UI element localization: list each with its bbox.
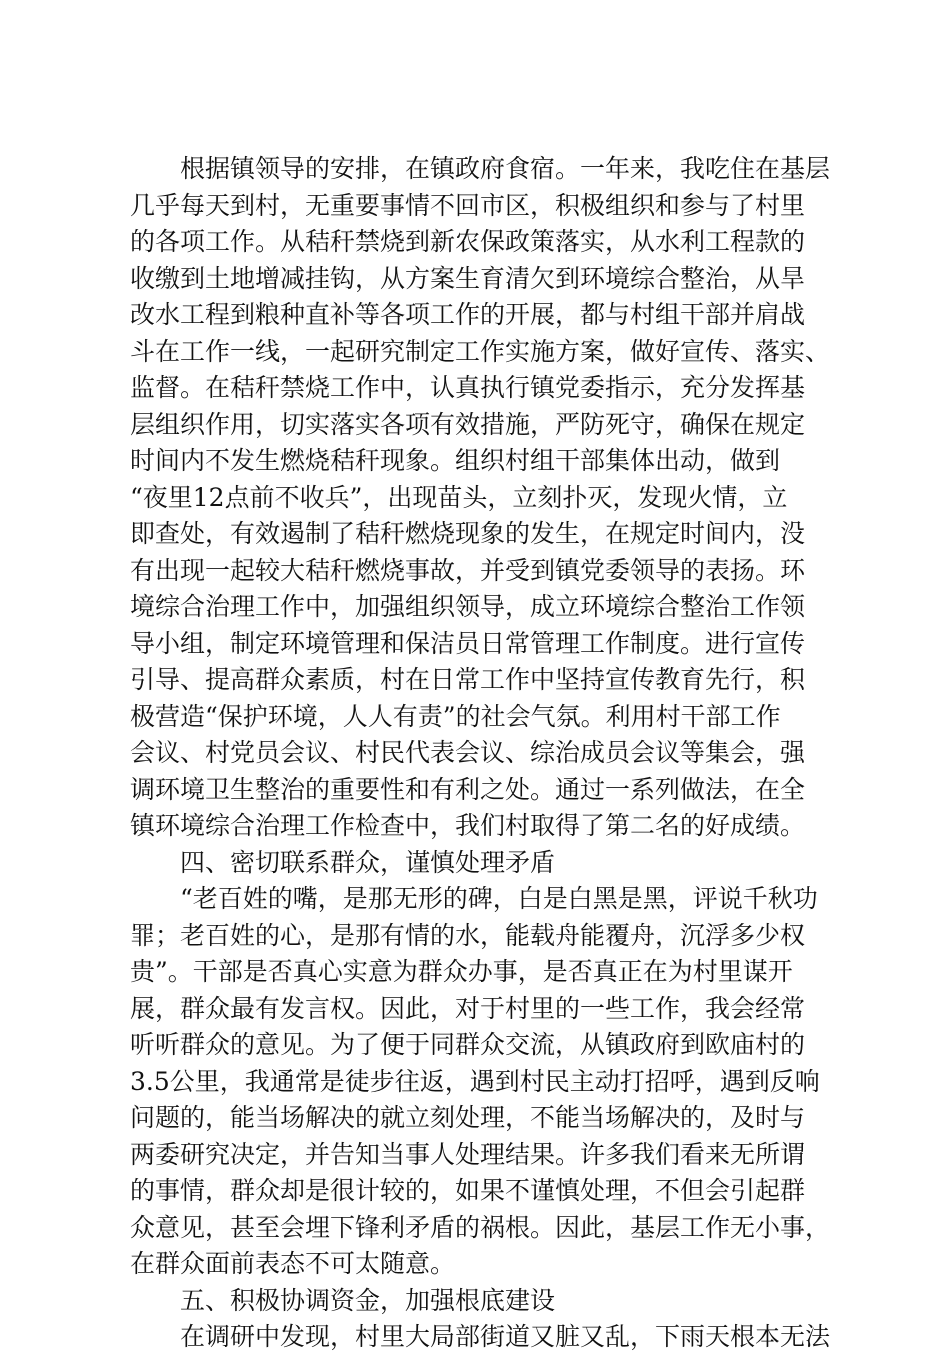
paragraph-line: 几乎每天到村，无重要事情不回市区，积极组织和参与了村里: [130, 190, 806, 220]
paragraph-line: 听听群众的意见。为了便于同群众交流，从镇政府到欧庙村的: [130, 1030, 806, 1059]
paragraph-line: 3.5公里，我通常是徒步往返，遇到村民主动打招呼，遇到反响: [130, 1066, 820, 1096]
paragraph-line: 在群众面前表态不可太随意。: [130, 1249, 456, 1278]
section-heading: 五、积极协调资金，加强根底建设: [180, 1285, 556, 1315]
paragraph-line: 境综合治理工作中，加强组织领导，成立环境综合整治工作领: [130, 592, 806, 621]
paragraph-line: 的事情，群众却是很计较的，如果不谨慎处理，不但会引起群: [130, 1176, 806, 1205]
paragraph-line: “老百姓的嘴，是那无形的碑，白是白黑是黑，评说千秋功: [180, 884, 818, 913]
paragraph-line: 调环境卫生整治的重要性和有利之处。通过一系列做法，在全: [130, 774, 806, 804]
body-text: [130, 151, 850, 1356]
paragraph-line: 即查处，有效遏制了秸秆燃烧现象的发生，在规定时间内，没: [130, 519, 806, 548]
paragraph-line: “夜里12点前不收兵”，出现苗头，立刻扑灭，发现火情，立: [130, 482, 788, 512]
paragraph-line: 的各项工作。从秸秆禁烧到新农保政策落实，从水利工程款的: [130, 227, 806, 256]
paragraph-line: 极营造“保护环境，人人有责”的社会气氛。利用村干部工作: [130, 701, 781, 731]
paragraph-line: 导小组，制定环境管理和保洁员日常管理工作制度。进行宣传: [130, 628, 806, 658]
paragraph-line: 斗在工作一线，一起研究制定工作实施方案，做好宣传、落实、: [130, 336, 831, 366]
paragraph-line: 根据镇领导的安排，在镇政府食宿。一年来，我吃住在基层: [180, 154, 831, 183]
paragraph-line: 有出现一起较大秸秆燃烧事故，并受到镇党委领导的表扬。环: [130, 555, 806, 585]
paragraph-line: 展，群众最有发言权。因此，对于村里的一些工作，我会经常: [130, 993, 806, 1023]
paragraph-line: 两委研究决定，并告知当事人处理结果。许多我们看来无所谓: [130, 1139, 806, 1169]
paragraph-line: 会议、村党员会议、村民代表会议、综治成员会议等集会，强: [130, 738, 806, 767]
paragraph-line: 镇环境综合治理工作检查中，我们村取得了第二名的好成绩。: [130, 811, 806, 840]
paragraph-line: 改水工程到粮种直补等各项工作的开展，都与村组干部并肩战: [130, 300, 806, 329]
paragraph-line: 贵”。干部是否真心实意为群众办事，是否真正在为村里谋开: [130, 957, 793, 986]
paragraph-line: 在调研中发现，村里大局部街道又脏又乱，下雨天根本无法: [180, 1322, 831, 1351]
paragraph-line: 罪；老百姓的心，是那有情的水，能载舟能覆舟，沉浮多少权: [130, 920, 806, 950]
section-heading: 四、密切联系群众，谨慎处理矛盾: [180, 847, 556, 877]
paragraph-line: 时间内不发生燃烧秸秆现象。组织村组干部集体出动，做到: [130, 446, 781, 475]
paragraph-line: 收缴到土地增减挂钩，从方案生育清欠到环境综合整治，从旱: [130, 263, 806, 293]
paragraph-line: 引导、提高群众素质，村在日常工作中坚持宣传教育先行，积: [130, 665, 806, 694]
paragraph-line: 问题的，能当场解决的就立刻处理，不能当场解决的，及时与: [130, 1103, 806, 1132]
paragraph-line: 众意见，甚至会埋下锋利矛盾的祸根。因此，基层工作无小事，: [130, 1212, 831, 1242]
paragraph-line: 监督。在秸秆禁烧工作中，认真执行镇党委指示，充分发挥基: [130, 373, 806, 402]
paragraph-line: 层组织作用，切实落实各项有效措施，严防死守，确保在规定: [130, 409, 806, 439]
